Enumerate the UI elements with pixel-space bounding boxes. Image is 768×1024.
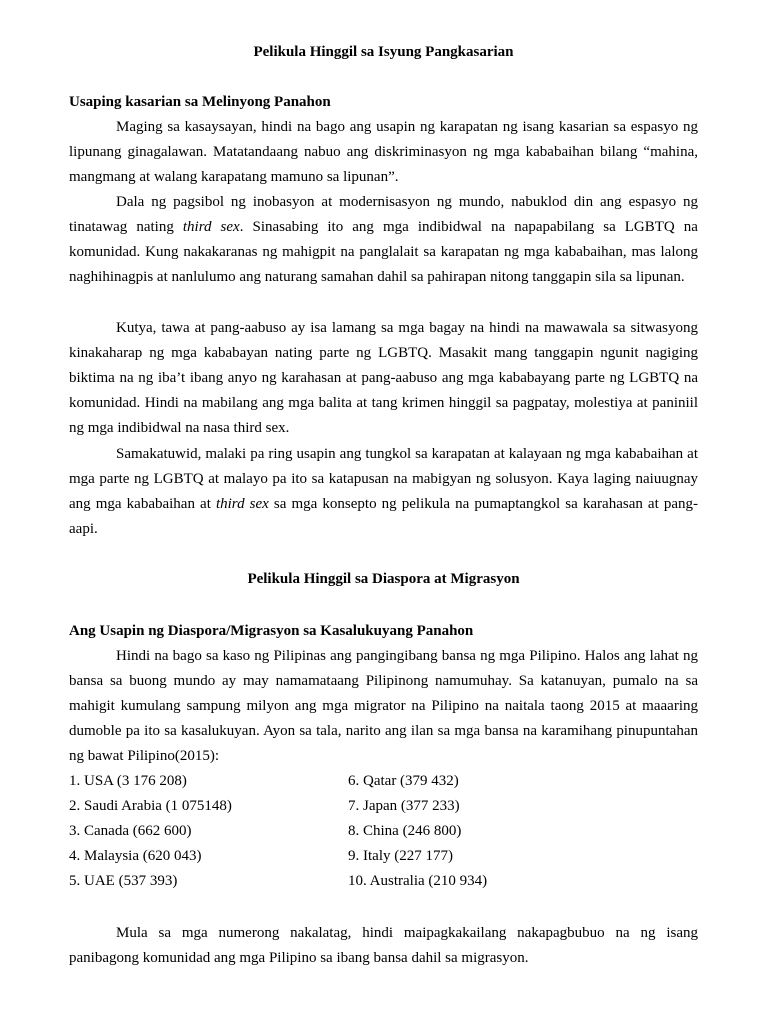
subheading-gender: Usaping kasarian sa Melinyong Panahon: [69, 94, 331, 110]
paragraph-gender-2-em: third sex: [182, 219, 240, 235]
list-item: 4. Malaysia (620 043): [69, 848, 202, 864]
paragraph-gender-1: Maging sa kasaysayan, hindi na bago ang usapin ng karapatan ng isang kasarian sa espasyo ng lipunang ginagalawan. Matatandaang nabuo ang diskriminasyon ng mga kababaihan bilang “mahina, mangmang at walang karapatang mamuno sa lipunan”.: [69, 119, 698, 185]
list-row: [69, 769, 698, 794]
paragraph-gender-2-text-b: . Sinasabing ito ang mga indibidwal na napapabilang sa LGBTQ na komunidad. Kung nakakaranas ng mahigpit na panglalait sa karapatan ng mga kababaihan, mas lalong naghihinagpis at nanlulumo ang naturang samahan dahil sa pahirapan nitong tanggapin sila sa lipunan.: [69, 219, 698, 285]
paragraph-gender-2-text-a: Dala ng pagsibol ng inobasyon at modernisasyon ng mundo, nabuklod din ang espasyo ng tinatawag nating: [69, 194, 698, 235]
list-item: 1. USA (3 176 208): [69, 773, 187, 789]
list-item: 5. UAE (537 393): [69, 873, 178, 889]
list-item: 7. Japan (377 233): [348, 798, 460, 814]
subheading-diaspora: Ang Usapin ng Diaspora/Migrasyon sa Kasalukuyang Panahon: [69, 623, 474, 639]
list-item: 2. Saudi Arabia (1 075148): [69, 798, 232, 814]
list-row: [69, 869, 698, 894]
paragraph-gender-4: [69, 442, 698, 542]
list-row: [69, 844, 698, 869]
paragraph-diaspora-2: Mula sa mga numerong nakalatag, hindi maipagkakailang nakapagbubuo na ng isang panibagong komunidad ang mga Pilipino sa ibang bansa dahil sa migrasyon.: [69, 925, 698, 966]
paragraph-gender-4-text-a: Samakatuwid, malaki pa ring usapin ang tungkol sa karapatan at kalayaan ng mga kababaihan at mga parte ng LGBTQ at malayo pa ito sa katapusan na mabigyan ng solusyon. Kaya laging naiuugnay ang mga kababaihan at: [69, 446, 698, 512]
paragraph-gender-3: Kutya, tawa at pang-aabuso ay isa lamang sa mga bagay na hindi na mawawala sa sitwasyong kinakaharap ng mga kababayan nating parte ng LGBTQ. Masakit mang tanggapin ngunit nagiging biktima na ng iba’t ibang anyo ng karahasan at pang-aabuso ang mga kababayang parte ng LGBTQ na komunidad. Hindi na mabilang ang mga balita at tang krimen hinggil sa pagpatay, molestiya at paniniil ng mga indibidwal na nasa third sex.: [69, 320, 698, 436]
paragraph-gender-2: [69, 190, 698, 290]
paragraph-diaspora-1: Hindi na bago sa kaso ng Pilipinas ang pangingibang bansa ng mga Pilipino. Halos ang lahat ng bansa sa buong mundo ay may namamataang Pilipinong namumuhay. Sa katanuyan, pumalo na sa mahigit kumulang sampung milyon ang mga migrator na Pilipino na naitala taong 2015 at maaaring dumoble pa ito sa kasalukuyan. Ayon sa tala, narito ang ilan sa mga bansa na karamihang pinupuntahan ng bawat Pilipino(2015):: [69, 648, 698, 764]
list-item: 8. China (246 800): [348, 823, 462, 839]
paragraph-gender-4-em: third sex: [215, 496, 269, 512]
list-row: [69, 819, 698, 844]
country-list: [69, 769, 698, 894]
paragraph-gender-4-text-b: sa mga konsepto ng pelikula na pumaptangkol sa karahasan at pang-aapi.: [69, 496, 698, 537]
list-item: 9. Italy (227 177): [348, 848, 453, 864]
section-title-gender: Pelikula Hinggil sa Isyung Pangkasarian: [253, 44, 514, 60]
list-item: 6. Qatar (379 432): [348, 773, 459, 789]
list-row: [69, 794, 698, 819]
list-item: 3. Canada (662 600): [69, 823, 192, 839]
section-title-diaspora: Pelikula Hinggil sa Diaspora at Migrasyon: [247, 571, 520, 587]
list-item: 10. Australia (210 934): [348, 873, 488, 889]
